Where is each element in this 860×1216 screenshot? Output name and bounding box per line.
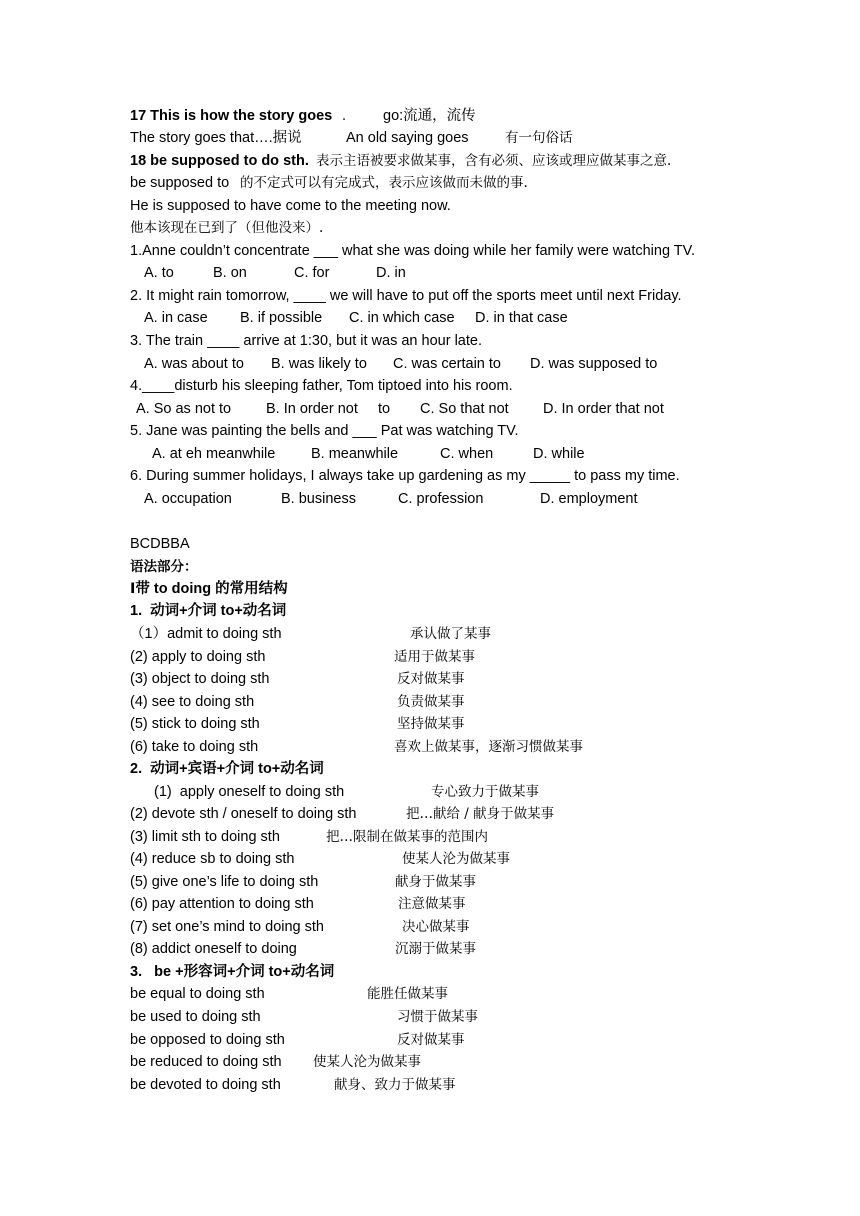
group2-item-3-cn: 把…限制在做某事的范围内 (326, 829, 488, 845)
section18-line1-en: be supposed to (130, 175, 234, 191)
question-1-option-d: D. in (376, 265, 406, 281)
group3-item-1-en: be equal to doing sth (130, 986, 265, 1002)
group2-item-4-en: (4) reduce sb to doing sth (130, 851, 295, 867)
group3-item-5-cn: 献身、致力于做某事 (334, 1077, 456, 1093)
old-saying: An old saying goes (346, 130, 469, 146)
group1-item-5-en: (5) stick to doing sth (130, 716, 260, 732)
section17-period: . (342, 108, 347, 124)
section18-title: 18 be supposed to do sth. (130, 153, 309, 169)
question-4-stem: 4.____disturb his sleeping father, Tom tiptoed into his room. (130, 378, 513, 394)
question-6-option-b: B. business (281, 491, 356, 507)
question-2-option-a: A. in case (144, 310, 208, 326)
group1-item-2-cn: 适用于做某事 (394, 649, 475, 665)
question-6-option-c: C. profession (398, 491, 484, 507)
group1-item-1-cn: 承认做了某事 (410, 626, 491, 642)
section18-example: He is supposed to have come to the meeting now. (130, 198, 451, 214)
group1-item-5-cn: 坚持做某事 (397, 716, 465, 732)
group2-item-5-en: (5) give one’s life to doing sth (130, 874, 319, 890)
group3-item-2-en: be used to doing sth (130, 1009, 261, 1025)
question-1-option-c: C. for (294, 265, 330, 281)
question-3-option-d: D. was supposed to (530, 356, 658, 372)
question-1-stem: 1.Anne couldn’t concentrate ___ what she was doing while her family were watching TV. (130, 243, 696, 259)
question-5-option-b: B. meanwhile (311, 446, 399, 462)
question-5-stem: 5. Jane was painting the bells and ___ Pat was watching TV. (130, 423, 519, 439)
question-5-option-a: A. at eh meanwhile (152, 446, 276, 462)
section18-line1-cn: 的不定式可以有完成式，表示应该做而未做的事. (240, 175, 528, 191)
old-saying-cn: 有一句俗话 (505, 130, 573, 146)
go-note: go:流通，流传 (383, 108, 476, 124)
question-2-option-b: B. if possible (240, 310, 323, 326)
group1-item-6-en: (6) take to doing sth (130, 739, 259, 755)
section18-example-cn: 他本该现在已到了（但他没来）. (130, 220, 324, 236)
question-3-stem: 3. The train ____ arrive at 1:30, but it was an hour late. (130, 333, 482, 349)
group2-item-4-cn: 使某人沦为做某事 (402, 851, 510, 867)
group1-item-4-cn: 负责做某事 (397, 694, 465, 710)
question-4-option-c: C. So that not (420, 401, 509, 417)
answer-key: BCDBBA (130, 536, 190, 552)
grammar-heading: 语法部分： (130, 559, 198, 575)
group2-item-2-en: (2) devote sth / oneself to doing sth (130, 806, 357, 822)
question-3-option-a: A. was about to (144, 356, 244, 372)
group2-item-5-cn: 献身于做某事 (395, 874, 476, 890)
question-5-option-c: C. when (440, 446, 494, 462)
story-goes-that: The story goes that….据说 (130, 130, 302, 146)
question-4-option-b: B. In order not (266, 401, 358, 417)
group2-item-8-en: (8) addict oneself to doing (130, 941, 297, 957)
group3-item-2-cn: 习惯于做某事 (397, 1009, 478, 1025)
question-2-stem: 2. It might rain tomorrow, ____ we will have to put off the sports meet until next Friday. (130, 288, 682, 304)
group2-title: 2. 动词+宾语+介词 to+动名词 (130, 761, 324, 777)
group2-item-7-cn: 决心做某事 (402, 919, 470, 935)
question-1-option-b: B. on (213, 265, 247, 281)
question-3-option-b: B. was likely to (271, 356, 367, 372)
question-3-option-c: C. was certain to (393, 356, 501, 372)
group1-item-3-cn: 反对做某事 (397, 671, 465, 687)
group1-item-3-en: (3) object to doing sth (130, 671, 270, 687)
group2-item-7-en: (7) set one’s mind to doing sth (130, 919, 324, 935)
section18-title-cn: 表示主语被要求做某事，含有必须、应该或理应做某事之意. (316, 153, 672, 169)
group2-item-8-cn: 沉溺于做某事 (395, 941, 476, 957)
grammar-subheading: Ⅰ带 to doing 的常用结构 (130, 581, 288, 597)
group2-item-6-en: (6) pay attention to doing sth (130, 896, 314, 912)
question-2-option-d: D. in that case (475, 310, 568, 326)
question-4-option-d: D. In order that not (543, 401, 664, 417)
group2-item-1-cn: 专心致力于做某事 (431, 784, 539, 800)
section17-title: 17 This is how the story goes (130, 108, 333, 124)
group1-item-1-en: （1）admit to doing sth (130, 626, 282, 642)
group3-item-4-en: be reduced to doing sth (130, 1054, 282, 1070)
group2-item-6-cn: 注意做某事 (398, 896, 466, 912)
group3-item-5-en: be devoted to doing sth (130, 1077, 281, 1093)
group1-title: 1. 动词+介词 to+动名词 (130, 603, 287, 619)
group3-item-4-cn: 使某人沦为做某事 (313, 1054, 421, 1070)
question-6-option-d: D. employment (540, 491, 638, 507)
group1-item-2-en: (2) apply to doing sth (130, 649, 266, 665)
question-6-option-a: A. occupation (144, 491, 232, 507)
group1-item-4-en: (4) see to doing sth (130, 694, 255, 710)
question-1-option-a: A. to (144, 265, 174, 281)
group3-title: 3. be +形容词+介词 to+动名词 (130, 964, 335, 980)
group2-item-2-cn: 把…献给 / 献身于做某事 (406, 806, 555, 822)
group3-item-3-cn: 反对做某事 (397, 1032, 465, 1048)
group2-item-3-en: (3) limit sth to doing sth (130, 829, 280, 845)
question-2-option-c: C. in which case (349, 310, 455, 326)
group2-item-1-en: (1) apply oneself to doing sth (154, 784, 345, 800)
question-5-option-d: D. while (533, 446, 585, 462)
question-6-stem: 6. During summer holidays, I always take up gardening as my _____ to pass my time. (130, 468, 680, 484)
question-4-option-a: A. So as not to (136, 401, 232, 417)
question-4-option-b-cont: to (378, 401, 391, 417)
group3-item-1-cn: 能胜任做某事 (367, 986, 448, 1002)
group1-item-6-cn: 喜欢上做某事，逐渐习惯做某事 (394, 739, 583, 755)
group3-item-3-en: be opposed to doing sth (130, 1032, 285, 1048)
